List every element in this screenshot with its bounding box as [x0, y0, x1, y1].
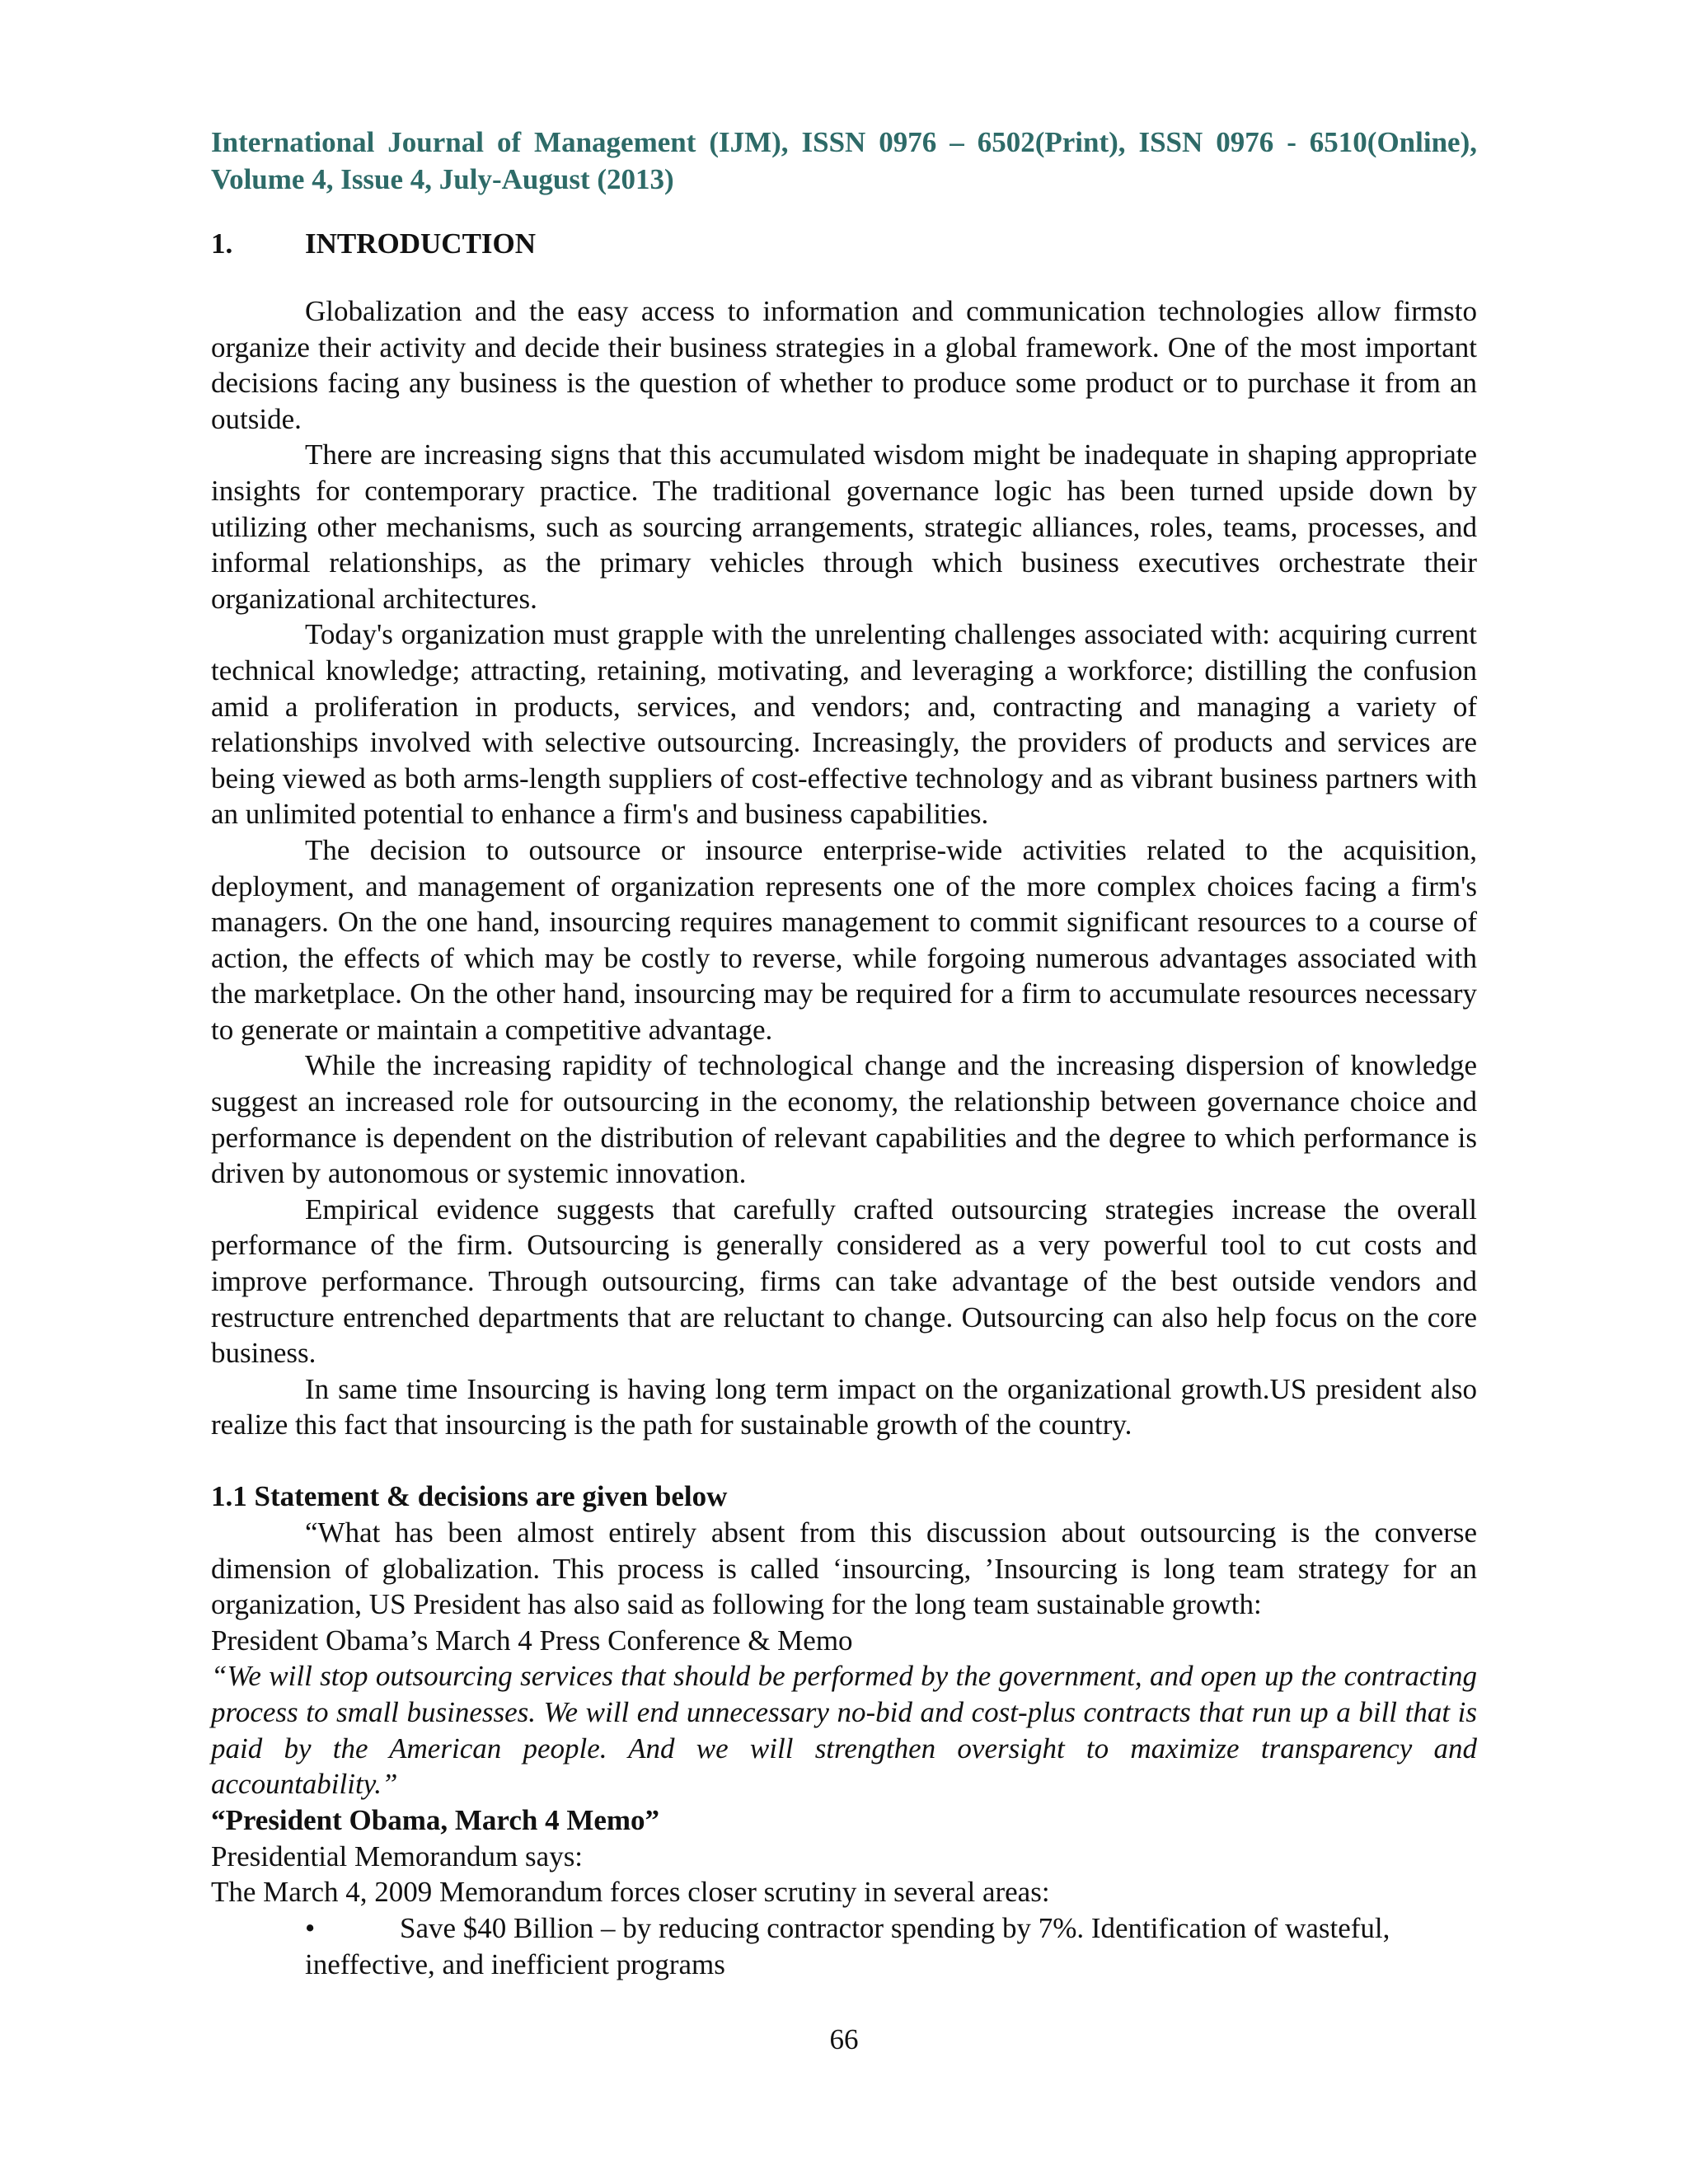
intro-paragraph-4: The decision to outsource or insource enterprise-wide activities related to the acquisition, deployment, and management of organization represents one of the more complex choices facing a firm's managers. On the one hand, insourcing requires management to commit significant resources to a course of action, the effects of which may be costly to reverse, while forgoing numerous advantages associated with the marketplace. On the other hand, insourcing may be required for a firm to accumulate resources necessary to generate or maintain a competitive advantage. [211, 833, 1477, 1046]
bullet-item [305, 1910, 1477, 1982]
obama-quote: “We will stop outsourcing services that should be performed by the government, and open up the contracting process to small businesses. We will end unnecessary no-bid and cost-plus contracts that run up a bill that is paid by the American people. And we will strengthen oversight to maximize transparency and accountability.” [211, 1660, 1477, 1801]
page-number: 66 [829, 2023, 859, 2055]
memo-intro-line: The March 4, 2009 Memorandum forces closer scrutiny in several areas: [211, 1876, 1050, 1909]
bullet-text-line-2: ineffective, and inefficient programs [305, 1947, 725, 1980]
bullet-text [305, 1910, 1477, 1982]
intro-paragraph-3: Today's organization must grapple with the unrelenting challenges associated with: acquiring current technical knowledge; attracting, retaining, motivating, and leveraging a workforce; distilling the confusion amid a proliferation in products, services, and vendors; and, contracting and managing a variety of relationships involved with selective outsourcing. Increasingly, the providers of products and services are being viewed as both arms-length suppliers of cost-effective technology and as vibrant business partners with an unlimited potential to enhance a firm's and business capabilities. [211, 618, 1477, 831]
section-heading-introduction [211, 226, 1477, 262]
section-title: INTRODUCTION [305, 227, 537, 260]
intro-paragraph-1: Globalization and the easy access to information and communication technologies allow firmsto organize their activity and decide their business strategies in a global framework. One of the most important decisions facing any business is the question of whether to produce some product or to purchase it from an outside. [211, 295, 1477, 435]
intro-paragraph-2: There are increasing signs that this accumulated wisdom might be inadequate in shaping appropriate insights for contemporary practice. The traditional governance logic has been turned upside down by utilizing other mechanisms, such as sourcing arrangements, strategic alliances, roles, teams, processes, and informal relationships, as the primary vehicles through which business executives orchestrate their organizational architectures. [211, 438, 1477, 615]
memo-title: “President Obama, March 4 Memo” [211, 1803, 660, 1836]
intro-paragraph-5: While the increasing rapidity of technological change and the increasing dispersion of knowledge suggest an increased role for outsourcing in the economy, the relationship between governance choice and performance is dependent on the distribution of relevant capabilities and the degree to which performance is driven by autonomous or systemic innovation. [211, 1049, 1477, 1190]
page-content [211, 124, 1477, 1982]
intro-paragraph-6: Empirical evidence suggests that carefully crafted outsourcing strategies increase the overall performance of the firm. Outsourcing is generally considered as a very powerful tool to cut costs and improve performance. Through outsourcing, firms can take advantage of the best outside vendors and restructure entrenched departments that are reluctant to change. Outsourcing can also help focus on the core business. [211, 1193, 1477, 1370]
bullet-text-line-1: Save $40 Billion – by reducing contractor spending by 7%. Identification of wasteful, [400, 1911, 1390, 1944]
subsection-paragraph: “What has been almost entirely absent from this discussion about outsourcing is the converse dimension of globalization. This process is called ‘insourcing, ’Insourcing is long team strategy for an organization, US President has also said as following for the long team sustainable growth: [211, 1516, 1477, 1621]
memo-says-line: Presidential Memorandum says: [211, 1840, 584, 1872]
subsection-heading: 1.1 Statement & decisions are given below [211, 1480, 728, 1512]
journal-header: International Journal of Management (IJM), ISSN 0976 – 6502(Print), ISSN 0976 - 6510(Online), Volume 4, Issue 4, July-August (2013) [211, 126, 1477, 195]
press-conference-line: President Obama’s March 4 Press Conference & Memo [211, 1624, 853, 1657]
intro-paragraph-7: In same time Insourcing is having long term impact on the organizational growth.US president also realize this fact that insourcing is the path for sustainable growth of the country. [211, 1372, 1477, 1441]
introduction-body [211, 293, 1477, 1443]
section-number: 1. [211, 227, 233, 260]
bullet-icon: • [305, 1911, 316, 1944]
